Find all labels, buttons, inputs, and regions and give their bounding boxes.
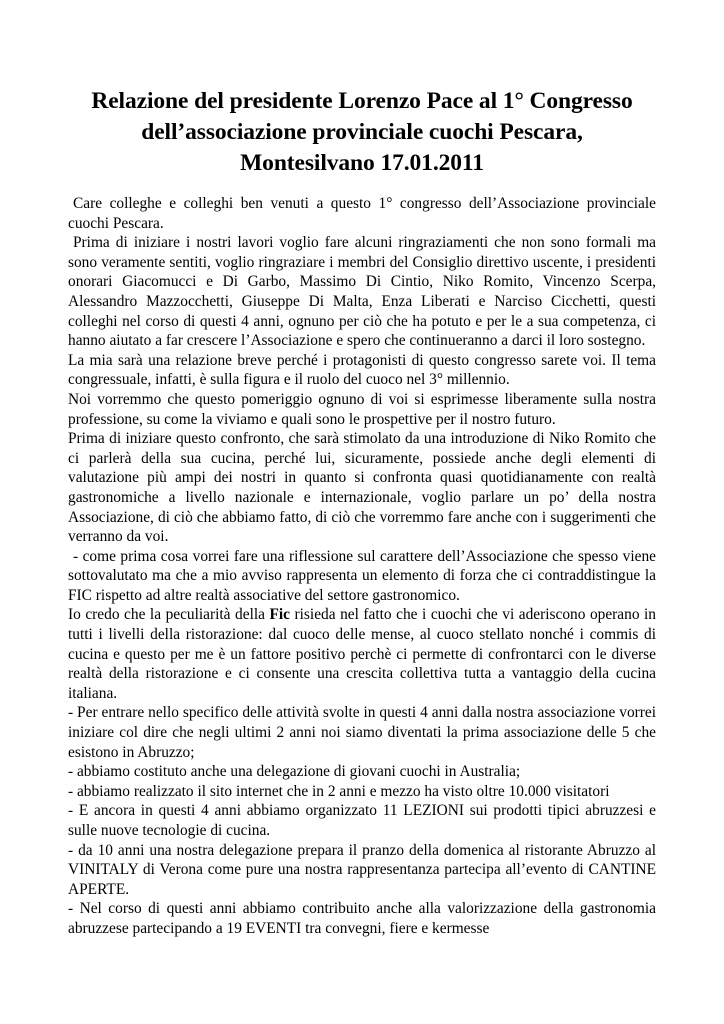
list-item-vinitaly: - da 10 anni una nostra delegazione prepara il pranzo della domenica al ristorante Abruzzo al VINITALY di Verona come pure una nostra rappresentanza partecipa all’evento di CANTINE APERTE.: [68, 841, 656, 898]
paragraph-text: Io credo che la peculiarità della: [68, 606, 270, 624]
list-item-website: - abbiamo realizzato il sito internet che in 2 anni e mezzo ha visto oltre 10.000 visitatori: [68, 782, 610, 800]
title-line: Relazione del presidente Lorenzo Pace al 1° Congresso: [91, 88, 633, 114]
document-page: [68, 86, 656, 939]
paragraph-confronto: Prima di iniziare questo confronto, che sarà stimolato da una introduzione di Niko Romito che ci parlerà della sua cucina, perché lui, sicuramente, possiede anche degli elementi di valutazione più ampi dei nostri in quanto si confronta quasi quotidianamente con realtà gastronomiche a livello nazionale e internazionale, voglio parlare un po’ della nostra Associazione, di ciò che abbiamo fatto, di ciò che vorremmo fare anche con i suggerimenti che verranno da voi.: [68, 430, 656, 546]
paragraph-report-intro: La mia sarà una relazione breve perché i protagonisti di questo congresso sarete voi. Il tema congressuale, infatti, è sulla figura e il ruolo del cuoco nel 3° millennio.: [68, 351, 656, 389]
list-item-events: - Nel corso di questi anni abbiamo contribuito anche alla valorizzazione della gastronomia abruzzese partecipando a 19 EVENTI tra convegni, fiere e kermesse: [68, 900, 656, 937]
document-body: [68, 194, 656, 939]
list-item-australia-delegation: - abbiamo costituto anche una delegazione di giovani cuochi in Australia;: [68, 763, 521, 781]
paragraph-association-character: - come prima cosa vorrei fare una riflessione sul carattere dell’Associazione che spesso viene sottovalutato ma che a mio avviso rappresenta un elemento di forza che ci contraddistingue la FIC rispetto ad altre realtà associative del settore gastronomico.: [68, 547, 656, 604]
paragraph-thanks: Prima di iniziare i nostri lavori voglio fare alcuni ringraziamenti che non sono formali ma sono veramente sentiti, voglio ringraziare i membri del Consiglio direttivo uscente, i presidenti onorari Giacomucci e Di Garbo, Massimo Di Cintio, Niko Romito, Vincenzo Scerpa, Alessandro Mazzocchetti, Giuseppe Di Malta, Enza Liberati e Narciso Cicchetti, questi colleghi nel corso di questi 4 anni, ognuno per ciò che ha potuto e per le a sua competenza, ci hanno aiutato a far crescere l’Associazione e spero che continueranno a darci il loro sostegno.: [68, 234, 656, 350]
title-line: dell’associazione provinciale cuochi Pescara,: [141, 119, 583, 145]
paragraph-discussion: Noi vorremmo che questo pomeriggio ognuno di voi si esprimesse liberamente sulla nostra professione, su come la viviamo e quali sono le prospettive per il nostro futuro.: [68, 390, 656, 428]
list-item-first-association: - Per entrare nello specifico delle attività svolte in questi 4 anni dalla nostra associazione vorrei iniziare col dire che negli ultimi 2 anni noi siamo diventati la prima associazione delle 5 che esistono in Abruzzo;: [68, 704, 656, 761]
list-item-lessons: - E ancora in questi 4 anni abbiamo organizzato 11 LEZIONI sui prodotti tipici abruzzesi e sulle nuove tecnologie di cucina.: [68, 802, 656, 839]
fic-bold-text: Fic: [269, 606, 290, 624]
document-title: [68, 86, 656, 179]
title-line: Montesilvano 17.01.2011: [240, 150, 484, 176]
paragraph-text: risieda nel fatto che i cuochi che vi aderiscono operano in tutti i livelli della ristorazione: dal cuoco delle mense, al cuoco stellato nonché i commis di cucina e questo per me è un fattore positivo perchè ci permette di confrontarci con le diverse realtà della ristorazione e ci consente una crescita collettiva tutta a vantaggio della cucina italiana.: [68, 606, 657, 702]
paragraph-greeting: Care colleghe e colleghi ben venuti a questo 1° congresso dell’Associazione provinciale cuochi Pescara.: [68, 195, 656, 232]
paragraph-fic-peculiarity: [68, 605, 656, 703]
